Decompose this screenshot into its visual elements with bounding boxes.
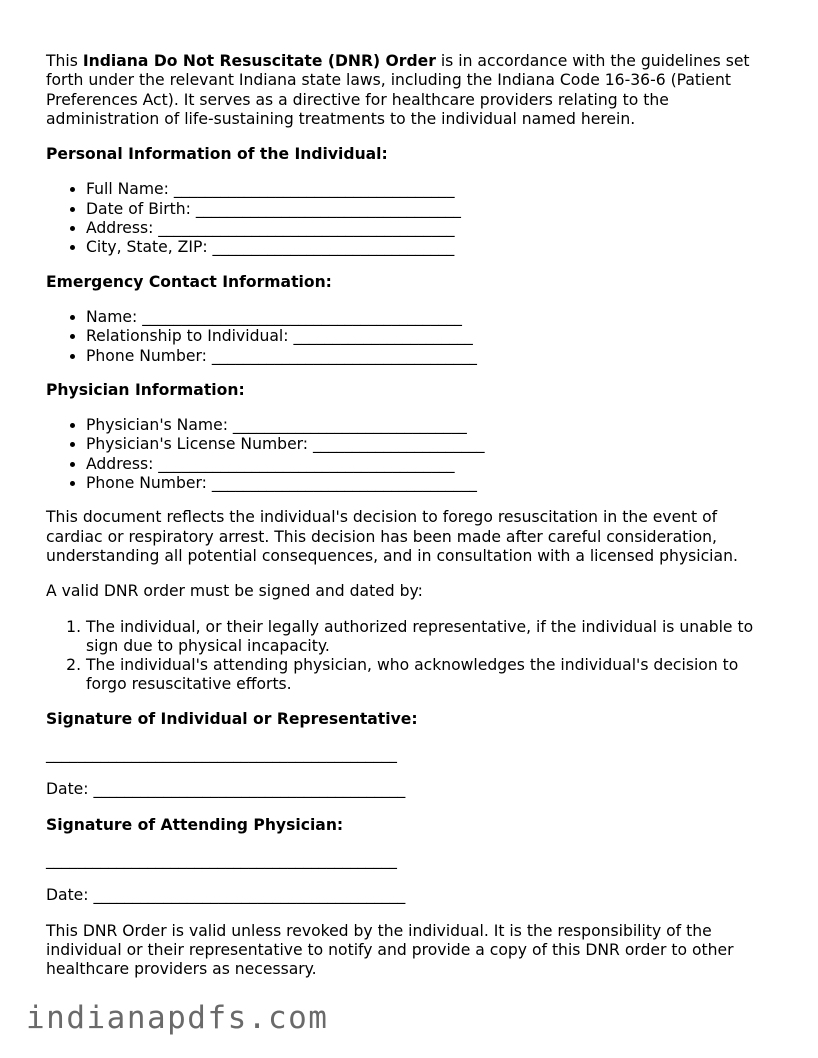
physician-info-fields bbox=[46, 416, 776, 493]
signer-requirement-individual: 1. The individual, or their legally authorized representative, if the individual is unable to sign due to physical incapacity. bbox=[86, 618, 776, 657]
physician-address-field: • Address: ______________________________________ bbox=[86, 455, 776, 474]
decision-paragraph: This document reflects the individual's decision to forego resuscitation in the event of cardiac or respiratory arrest. This decision has been made after careful consideration, understanding all potential consequences, and in consultation with a licensed physician. bbox=[46, 508, 738, 565]
emergency-contact-heading: Emergency Contact Information: bbox=[46, 272, 332, 291]
individual-signature-heading: Signature of Individual or Representative: bbox=[46, 709, 418, 728]
site-watermark: indianapdfs.com bbox=[26, 1000, 329, 1036]
validity-intro: A valid DNR order must be signed and dated by: bbox=[46, 582, 423, 601]
address-field: • Address: ______________________________________ bbox=[86, 219, 776, 238]
dnr-document bbox=[46, 52, 776, 979]
intro-prefix: This bbox=[46, 52, 83, 70]
physician-name-field: • Physician's Name: ______________________________ bbox=[86, 416, 776, 435]
relationship-field: • Relationship to Individual: _______________________ bbox=[86, 327, 776, 346]
contact-phone-field: • Phone Number: __________________________________ bbox=[86, 347, 776, 366]
personal-info-heading: Personal Information of the Individual: bbox=[46, 145, 388, 164]
city-state-zip-field: • City, State, ZIP: _______________________________ bbox=[86, 238, 776, 257]
intro-paragraph bbox=[46, 52, 776, 129]
contact-name-field: • Name: _________________________________________ bbox=[86, 308, 776, 327]
personal-info-fields bbox=[46, 180, 776, 257]
physician-date-line: Date: ________________________________________ bbox=[46, 886, 406, 905]
physician-license-field: • Physician's License Number: ______________________ bbox=[86, 435, 776, 454]
signer-requirement-physician: 2. The individual's attending physician, who acknowledges the individual's decision to forgo resuscitative efforts. bbox=[86, 656, 776, 695]
date-of-birth-field: • Date of Birth: __________________________________ bbox=[86, 200, 776, 219]
signer-requirements-list bbox=[46, 618, 776, 695]
individual-signature-line: _____________________________________________ bbox=[46, 745, 397, 764]
document-title: Indiana Do Not Resuscitate (DNR) Order bbox=[82, 52, 436, 70]
physician-phone-field: • Phone Number: __________________________________ bbox=[86, 474, 776, 493]
physician-signature-heading: Signature of Attending Physician: bbox=[46, 815, 344, 834]
closing-paragraph: This DNR Order is valid unless revoked by the individual. It is the responsibility of the individual or their representative to notify and provide a copy of this DNR order to other healthcare providers as necessary. bbox=[46, 921, 734, 979]
intro-text: is in accordance with the guidelines set forth under the relevant Indiana state laws, including the Indiana Code 16-36-6 (Patient Preferences Act). It serves as a directive for healthcare providers relating to the administration of life-sustaining treatments to the individual named herein. bbox=[46, 52, 750, 128]
full-name-field: • Full Name: ____________________________________ bbox=[86, 180, 776, 199]
individual-date-line: Date: ________________________________________ bbox=[46, 780, 406, 799]
emergency-contact-fields bbox=[46, 308, 776, 366]
physician-signature-line: _____________________________________________ bbox=[46, 850, 397, 869]
physician-info-heading: Physician Information: bbox=[46, 380, 245, 399]
